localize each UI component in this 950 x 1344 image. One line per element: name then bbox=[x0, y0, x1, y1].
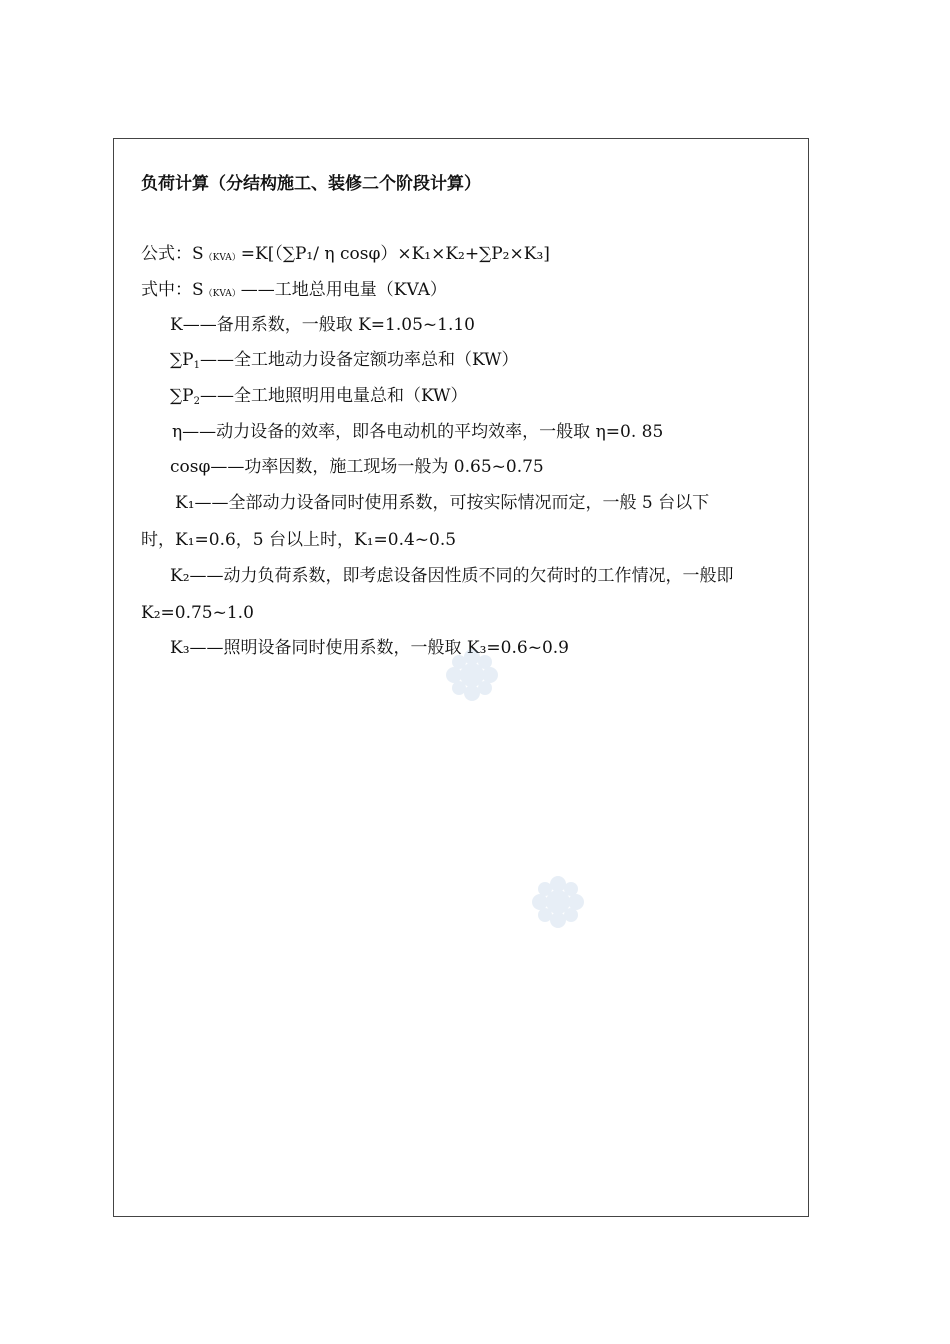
p1-desc: ——全工地动力设备定额功率总和（KW） bbox=[199, 350, 519, 370]
def-eta: η——动力设备的效率，即各电动机的平均效率，一般取 η=0. 85 bbox=[172, 422, 664, 442]
def-p1 bbox=[170, 350, 519, 370]
def-k2-line2: K₂=0.75~1.0 bbox=[141, 603, 254, 623]
def-k1-line1: K₁——全部动力设备同时使用系数，可按实际情况而定，一般 5 台以下 bbox=[175, 493, 710, 513]
where-line bbox=[141, 280, 447, 304]
p1-symbol: ∑P bbox=[170, 350, 194, 370]
p2-desc: ——全工地照明用电量总和（KW） bbox=[199, 386, 468, 406]
def-p2 bbox=[170, 386, 468, 406]
p2-subscript: 2 bbox=[193, 396, 200, 407]
formula-s: S bbox=[192, 244, 204, 264]
formula-kva-sub: （KVA） bbox=[203, 253, 241, 263]
p1-subscript: 1 bbox=[193, 360, 200, 371]
where-desc: ——工地总用电量（KVA） bbox=[240, 280, 447, 300]
formula-rhs: =K[（∑P₁/ η cosφ）×K₁×K₂+∑P₂×K₃] bbox=[240, 244, 550, 264]
where-s: S bbox=[192, 280, 204, 300]
formula-line bbox=[141, 244, 550, 268]
snowflake-watermark-icon bbox=[442, 645, 502, 705]
snowflake-watermark-icon bbox=[528, 872, 588, 932]
page-title: 负荷计算（分结构施工、装修二个阶段计算） bbox=[141, 174, 481, 194]
where-kva-sub: （KVA） bbox=[203, 289, 241, 299]
def-k: K——备用系数，一般取 K=1.05~1.10 bbox=[170, 315, 475, 335]
p2-symbol: ∑P bbox=[170, 386, 194, 406]
where-label: 式中： bbox=[141, 280, 192, 300]
def-k1-line2: 时，K₁=0.6，5 台以上时，K₁=0.4~0.5 bbox=[141, 530, 457, 550]
def-k2-line1: K₂——动力负荷系数，即考虑设备因性质不同的欠荷时的工作情况，一般即 bbox=[170, 566, 734, 586]
def-k3: K₃——照明设备同时使用系数，一般取 K₃=0.6~0.9 bbox=[170, 638, 569, 658]
def-cos: cosφ——功率因数，施工现场一般为 0.65~0.75 bbox=[170, 457, 544, 477]
formula-label: 公式： bbox=[141, 244, 192, 264]
